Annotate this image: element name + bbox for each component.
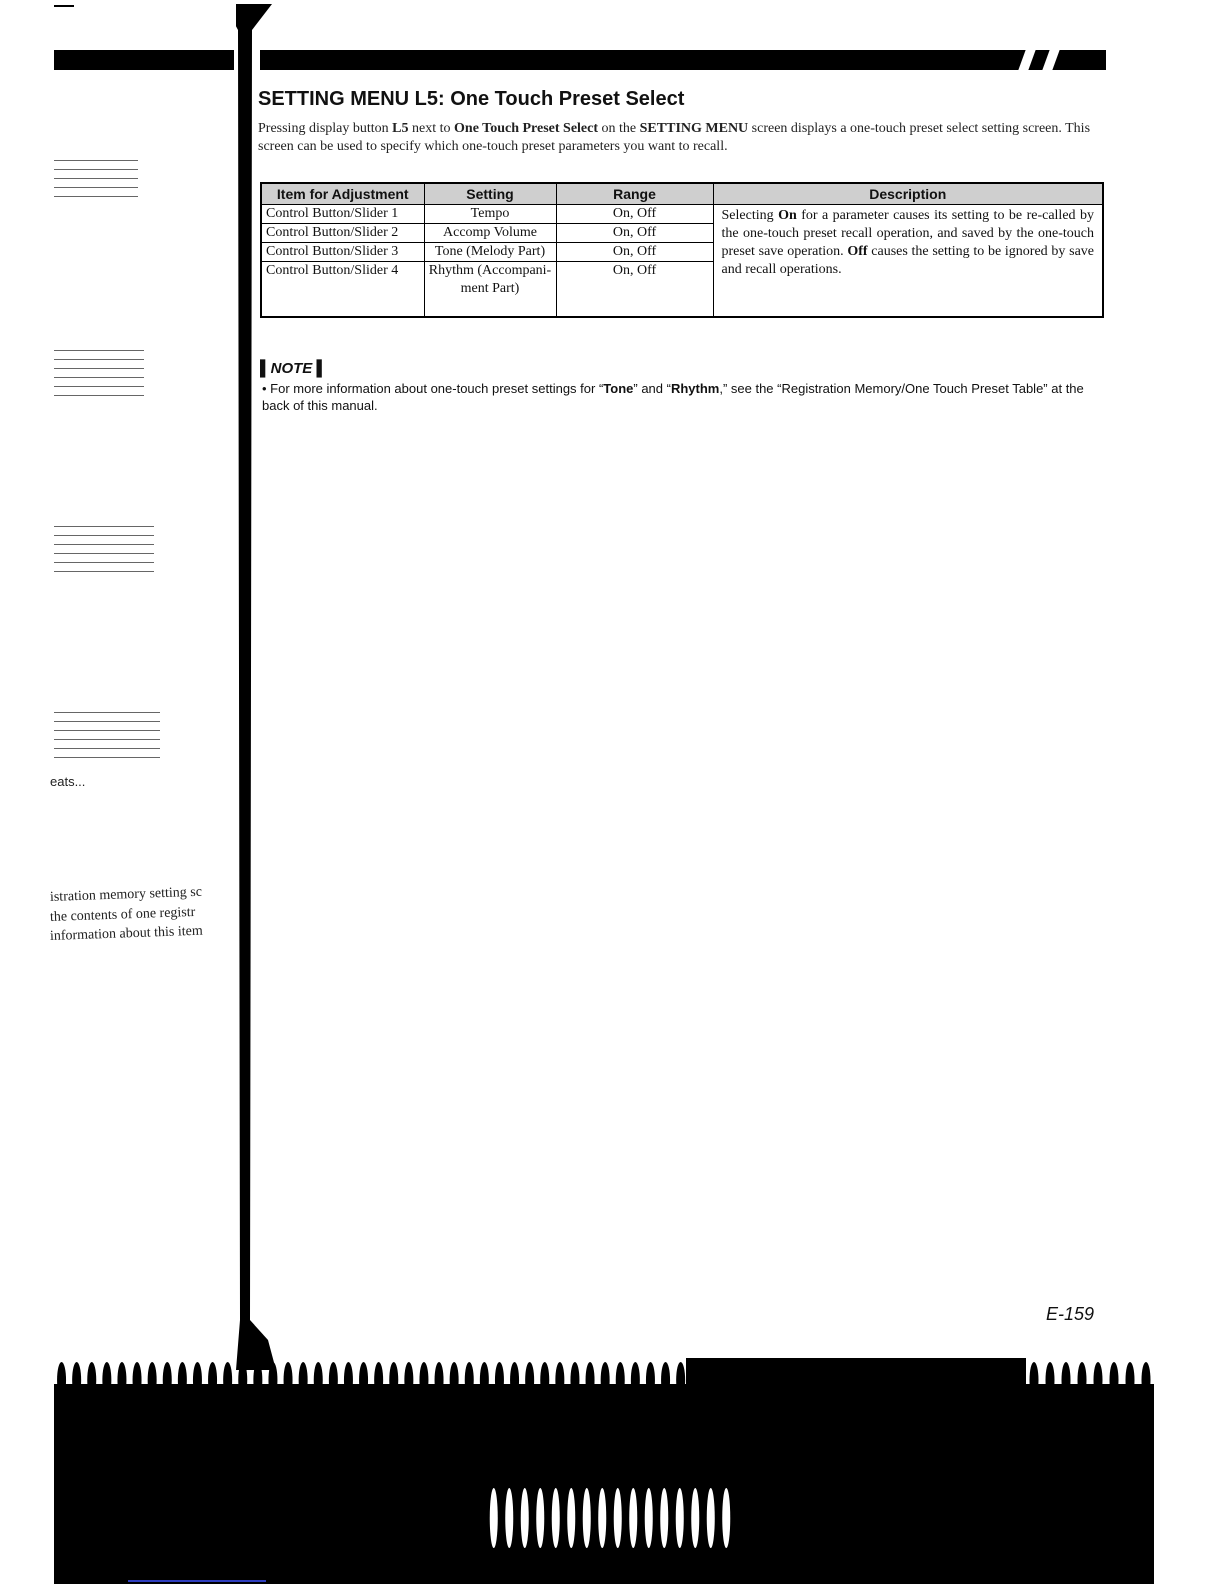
note-text: • For more information about one-touch preset settings for “Tone” and “Rhythm,” see the “Registration Memory/One Touch Preset Table” at the back of this manual. — [262, 381, 1084, 413]
header-setting: Setting — [424, 183, 556, 205]
section-heading: SETTING MENU L5: One Touch Preset Select — [258, 88, 685, 110]
cell-range: On, Off — [556, 262, 713, 318]
intro-paragraph: Pressing display button L5 next to One Touch Preset Select on the SETTING MENU screen displays a one-touch preset select setting screen. This screen can be used to specify which one-touch preset parameters you want to recall. — [258, 121, 1091, 154]
note-bar-icon: ▌ — [312, 360, 328, 377]
scan-tooth — [722, 1488, 730, 1548]
cell-item: Control Button/Slider 4 — [261, 262, 424, 318]
cell-setting: Tempo — [424, 205, 556, 224]
header-bar — [260, 50, 1106, 70]
cell-item: Control Button/Slider 1 — [261, 205, 424, 224]
scan-tooth — [660, 1488, 668, 1548]
cell-item: Control Button/Slider 2 — [261, 224, 424, 243]
settings-table — [260, 182, 1104, 318]
scan-tooth — [552, 1488, 560, 1548]
left-page-rules — [54, 350, 144, 404]
header-description: Description — [713, 183, 1103, 205]
cell-range: On, Off — [556, 243, 713, 262]
cell-range: On, Off — [556, 205, 713, 224]
header-item: Item for Adjustment — [261, 183, 424, 205]
left-page-fragment: the contents of one registr — [49, 904, 196, 925]
cell-description: Selecting On for a parameter causes its setting to be re-called by the one-touch preset recall operation, and saved by the one-touch preset save operation. Off causes the setting to be ignored by save and recall operations. — [713, 205, 1103, 318]
scan-tooth — [629, 1488, 637, 1548]
left-page-fragment: eats... — [50, 774, 86, 789]
note-bar-icon: ▌ — [260, 360, 271, 377]
cell-setting: Rhythm (Accompani- ment Part) — [424, 262, 556, 318]
scan-tooth — [676, 1488, 684, 1548]
scan-tooth — [598, 1488, 606, 1548]
table-row — [261, 205, 1103, 224]
cell-setting: Accomp Volume — [424, 224, 556, 243]
scan-tooth — [536, 1488, 544, 1548]
left-page-fragment: istration memory setting sc — [49, 884, 203, 905]
left-page-rules — [54, 526, 154, 580]
scan-tooth — [645, 1488, 653, 1548]
scan-tooth — [505, 1488, 513, 1548]
scan-tooth — [490, 1488, 498, 1548]
left-page-header-bar — [54, 50, 234, 70]
scan-tooth — [614, 1488, 622, 1548]
scan-tooth — [583, 1488, 591, 1548]
scan-tooth — [521, 1488, 529, 1548]
table-header-row — [261, 183, 1103, 205]
scan-tooth — [567, 1488, 575, 1548]
bottom-edge-line — [128, 1580, 266, 1582]
page-number: E-159 — [1046, 1304, 1095, 1324]
cell-range: On, Off — [556, 224, 713, 243]
left-page-rules — [54, 160, 138, 205]
scan-artifact-teeth — [486, 1478, 736, 1558]
cell-setting: Tone (Melody Part) — [424, 243, 556, 262]
header-range: Range — [556, 183, 713, 205]
left-page-fragment: information about this item — [49, 923, 203, 944]
note-label: ▌NOTE ▌ — [260, 360, 328, 377]
cell-item: Control Button/Slider 3 — [261, 243, 424, 262]
left-page-rules — [54, 712, 160, 766]
scan-tooth — [707, 1488, 715, 1548]
top-tick-mark — [54, 5, 74, 7]
scan-tooth — [691, 1488, 699, 1548]
